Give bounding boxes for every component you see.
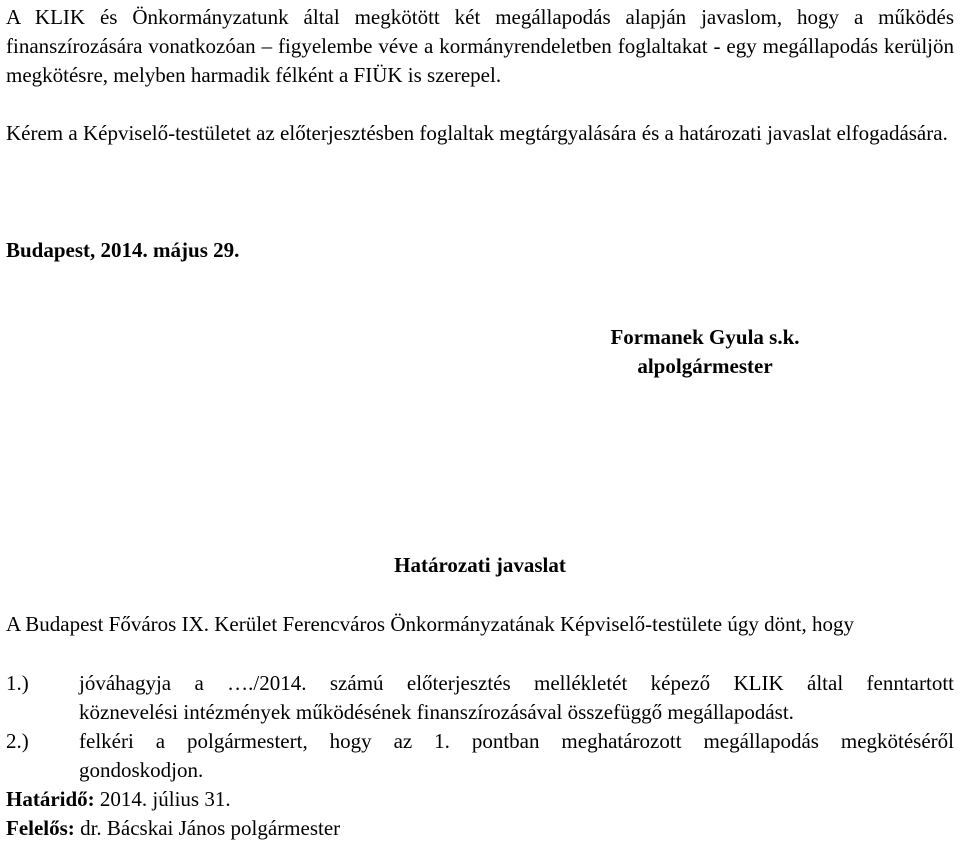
responsible-value: dr. Bácskai János polgármester: [74, 816, 341, 840]
item-first-line: felkéri a polgármestert, hogy az 1. pontban meghatározott megállapodás megkötéséről: [79, 729, 954, 753]
deadline-line: [6, 785, 954, 814]
deadline-label: Határidő:: [6, 787, 95, 811]
intro-paragraph-1: A KLIK és Önkormányzatunk által megkötött két megállapodás alapján javaslom, hogy a működés finanszírozására vonatkozóan – figyelembe véve a kormányrendeletben foglaltakat - egy megállapodás kerüljön megkötésre, melyben harmadik félként a FIÜK is szerepel.: [6, 5, 954, 87]
signature-title: alpolgármester: [637, 354, 773, 378]
item-first-line: jóváhagyja a …./2014. számú előterjesztés mellékletét képező KLIK által fenntartott: [79, 671, 954, 695]
item-number: 2.): [6, 729, 29, 753]
resolution-preamble: A Budapest Főváros IX. Kerület Ferencváros Önkormányzatának Képviselő-testülete úgy dönt, hogy: [6, 612, 854, 636]
resolution-heading: Határozati javaslat: [394, 553, 566, 577]
deadline-value: 2014. július 31.: [94, 787, 231, 811]
item-number: 1.): [6, 671, 29, 695]
intro-paragraph-2: Kérem a Képviselő-testületet az előterjesztésben foglaltak megtárgyalására és a határozati javaslat elfogadására.: [6, 121, 948, 145]
date-line: Budapest, 2014. május 29.: [6, 238, 240, 262]
responsible-line: [6, 814, 954, 843]
signature-name: Formanek Gyula s.k.: [610, 325, 800, 349]
item-rest: köznevelési intézmények működésének finanszírozásával összefüggő megállapodást.: [79, 700, 794, 724]
item-rest: gondoskodjon.: [79, 758, 204, 782]
responsible-label: Felelős:: [6, 816, 75, 840]
